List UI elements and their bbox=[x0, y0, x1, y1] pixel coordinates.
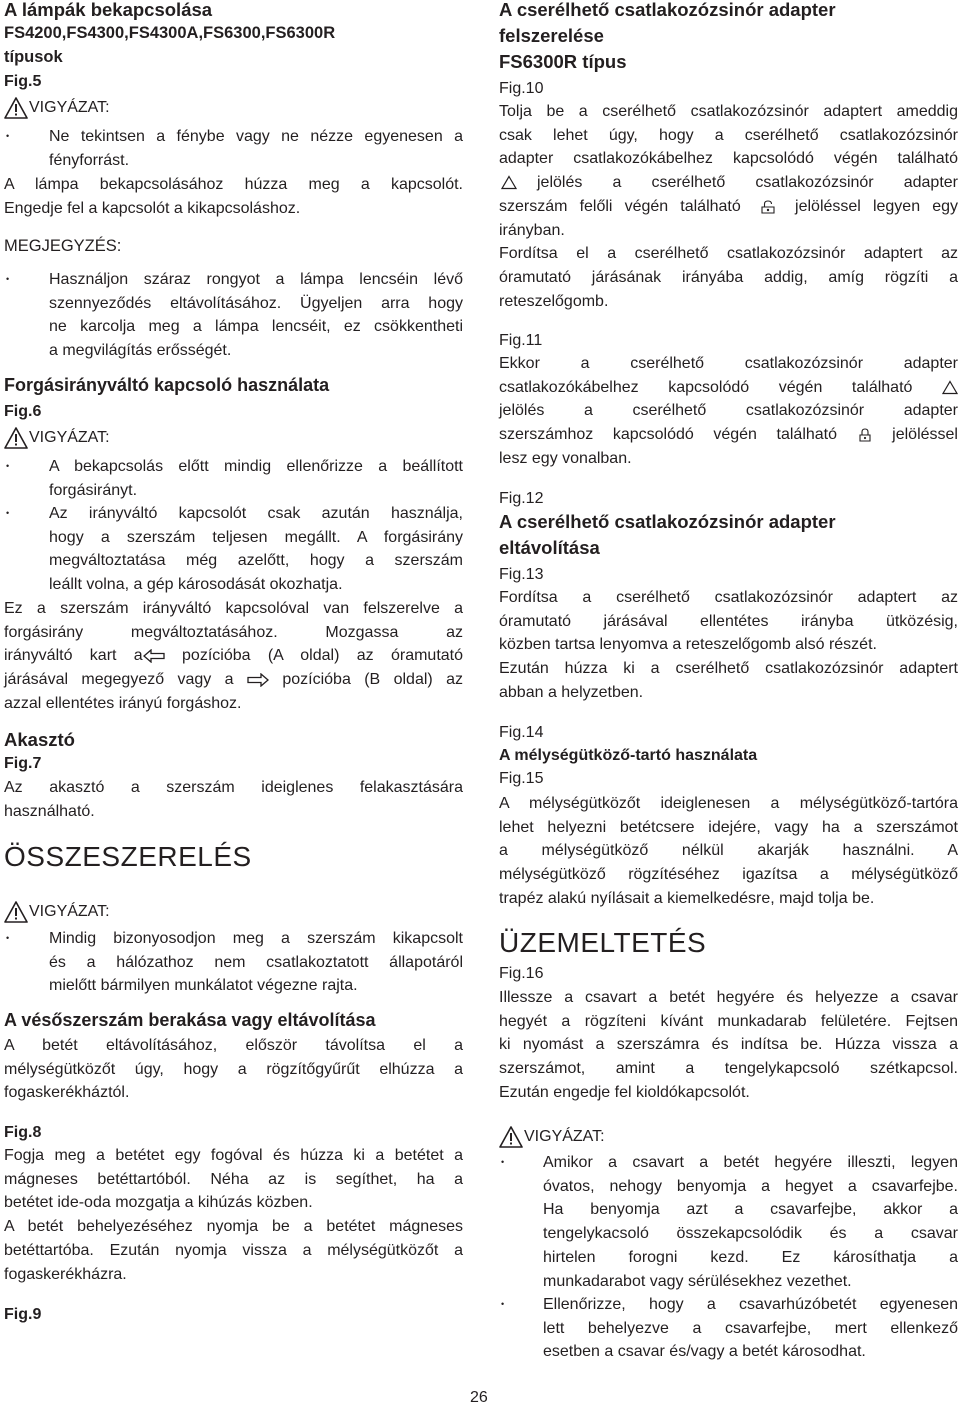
arrow-left-icon bbox=[143, 649, 165, 663]
fig14-label: Fig.14 bbox=[499, 724, 544, 741]
paragraph bbox=[4, 1144, 463, 1286]
text-line: Ezután húzza ki a cserélhető csatlakozózsinór adaptert bbox=[499, 660, 958, 678]
text-line: mélységütköző rögzítéséhez igazítsa a mélységütköző bbox=[499, 866, 958, 884]
fig9-label: Fig.9 bbox=[4, 1306, 42, 1323]
text-line bbox=[4, 644, 463, 668]
text-line: azzal ellentétes irányú forgáshoz. bbox=[4, 694, 242, 712]
triangle-mark-icon bbox=[501, 175, 517, 190]
heading-adapter-install bbox=[499, 0, 958, 75]
heading-reverse-switch: Forgásirányváltó kapcsoló használata bbox=[4, 375, 330, 395]
text-line: Ezután engedje fel kioldókapcsolót. bbox=[499, 1083, 750, 1101]
bullet-item bbox=[4, 268, 463, 363]
text-line: mielőtt bármilyen munkálatot végezne rajta. bbox=[49, 977, 358, 995]
text-line: szennyeződés eltávolításához. Ügyeljen arra hogy bbox=[49, 294, 463, 312]
text-line bbox=[499, 195, 958, 219]
text-span: jelölés a cserélhető csatlakozózsinór adapter bbox=[537, 174, 958, 192]
text-line: megváltoztatása még azelőtt, hogy a szerszám bbox=[49, 552, 463, 570]
heading-lamps: A lámpák bekapcsolása bbox=[4, 0, 213, 20]
note-heading: MEGJEGYZÉS: bbox=[4, 237, 122, 255]
text-span: jelöléssel legyen egy bbox=[795, 197, 959, 215]
text-line: betétet ide-oda mozgatja a kihúzás közben. bbox=[4, 1194, 313, 1212]
text-line: és a hálózathoz nem csatlakoztatott állapotáról bbox=[49, 953, 463, 971]
text-line: adapter csatlakozókábelhez kapcsolódó végén található bbox=[499, 150, 958, 168]
text-span: pozícióba (A oldal) az óramutató bbox=[182, 647, 464, 665]
text-span: járásával megegyező vagy a bbox=[4, 671, 234, 689]
text-line: A mélységütközőt ideiglenesen a mélységütköző-tartóra bbox=[499, 795, 958, 812]
page-number: 26 bbox=[470, 1389, 488, 1406]
heading-depth-holder: A mélységütköző-tartó használata bbox=[499, 747, 758, 764]
text-line bbox=[499, 423, 958, 447]
text-span: pozícióba (B oldal) az bbox=[282, 671, 464, 689]
text-line: csak lehet úgy, hogy a cserélhető csatlakozózsinór bbox=[499, 126, 958, 144]
text-line: A bekapcsolás előtt mindig ellenőrizze a beállított bbox=[49, 458, 463, 475]
bullet-item bbox=[4, 125, 463, 172]
fig5-label: Fig.5 bbox=[4, 73, 42, 90]
paragraph bbox=[499, 792, 958, 911]
text-line: Fordítsa a cserélhető csatlakozózsinór adaptert az bbox=[499, 589, 958, 606]
text-line: használható. bbox=[4, 802, 95, 820]
text-line: Mindig bizonyosodjon meg a szerszám kikapcsolt bbox=[49, 930, 463, 947]
fig11-label: Fig.11 bbox=[499, 332, 543, 349]
text-line: ki nyomást a szerszámra és indítsa be. Húzza vissza a bbox=[499, 1036, 958, 1054]
heading-hook: Akasztó bbox=[4, 729, 75, 750]
text-line bbox=[4, 668, 463, 692]
triangle-mark-icon bbox=[942, 380, 958, 395]
text-line: A lámpa bekapcsolásához húzza meg a kapcsolót. bbox=[4, 176, 463, 193]
text-span: csatlakozókábelhez kapcsolódó végén található bbox=[499, 378, 913, 396]
heading-line: A cserélhető csatlakozózsinór adapter bbox=[499, 0, 836, 20]
heading-line: felszerelése bbox=[499, 25, 604, 46]
warning-heading bbox=[4, 900, 463, 924]
text-line: Az akasztó a szerszám ideiglenes felakasztására bbox=[4, 779, 463, 796]
bullet-dot: • bbox=[501, 1299, 505, 1309]
text-line: szerszámot, amint a tengelykapcsoló szétkapcsol. bbox=[499, 1060, 958, 1078]
bullet-dot: • bbox=[6, 131, 10, 141]
warning-triangle-icon bbox=[4, 427, 28, 449]
text-line: Amikor a csavart a betét hegyére illeszti, legyen bbox=[543, 1154, 958, 1171]
text-line: Ekkor a cserélhető csatlakozózsinór adapter bbox=[499, 355, 958, 372]
text-line: közben tartsa lenyomva a reteszelőgomb alsó részét. bbox=[499, 636, 877, 654]
text-line: fogaskerékháztól. bbox=[4, 1084, 130, 1102]
text-line: óvatos, nehogy benyomja a hegyet a csavarfejbe. bbox=[543, 1177, 958, 1195]
heading-bit-install: A vésőszerszám berakása vagy eltávolítása bbox=[4, 1010, 376, 1030]
paragraph bbox=[499, 586, 958, 705]
text-line: mélységütközőt úgy, hogy a rögzítőgyűrűt elhúzza a bbox=[4, 1060, 463, 1078]
warning-triangle-icon bbox=[499, 1126, 523, 1148]
text-line: betéttartóba. Ezután nyomja vissza a mélységütközőt a bbox=[4, 1241, 463, 1259]
text-span: szerszámhoz kapcsolódó végén található bbox=[499, 426, 838, 444]
text-line: fogaskerékházra. bbox=[4, 1265, 127, 1283]
fig10-label: Fig.10 bbox=[499, 80, 544, 97]
text-line: lehet helyezni betétcsere idejére, vagy ha a szerszámot bbox=[499, 818, 958, 836]
text-line: fényforrást. bbox=[49, 151, 130, 169]
text-line: Fordítsa el a cserélhető csatlakozózsinór adaptert az bbox=[499, 245, 958, 263]
paragraph bbox=[499, 100, 958, 313]
text-line: forgásirányt. bbox=[49, 481, 138, 499]
fig6-label: Fig.6 bbox=[4, 403, 42, 420]
text-line: ne karcolja meg a lámpa lencséit, ez csökkentheti bbox=[49, 318, 463, 336]
text-line: Engedje fel a kapcsolót a kikapcsoláshoz. bbox=[4, 199, 301, 217]
text-line: munkadarabot vagy sérülésekhez vezethet. bbox=[543, 1272, 852, 1290]
fig16-label: Fig.16 bbox=[499, 965, 544, 982]
warning-triangle-icon bbox=[4, 901, 28, 923]
warning-label: VIGYÁZAT: bbox=[29, 903, 110, 920]
text-line: Ne tekintsen a fénybe vagy ne nézze egyenesen a bbox=[49, 128, 463, 145]
text-line: A betét behelyezéséhez nyomja be a betétet mágneses bbox=[4, 1218, 463, 1236]
text-line: A betét eltávolításához, először távolítsa el a bbox=[4, 1037, 463, 1054]
bullet-item bbox=[499, 1293, 958, 1364]
fig12-label: Fig.12 bbox=[499, 490, 544, 507]
text-line: hirtelen forogni kezd. Ez károsíthatja a bbox=[543, 1248, 958, 1266]
heading-line: A cserélhető csatlakozózsinór adapter bbox=[499, 511, 836, 532]
warning-heading bbox=[4, 96, 463, 120]
text-line: abban a helyzetben. bbox=[499, 683, 644, 701]
paragraph bbox=[4, 597, 463, 716]
text-line: Tolja be a cserélhető csatlakozózsinór adaptert ameddig bbox=[499, 103, 958, 120]
paragraph bbox=[499, 986, 958, 1105]
text-line: a mélységütköző nélkül akarják használni. A bbox=[499, 842, 958, 860]
heading-types: típusok bbox=[4, 48, 63, 66]
text-line: leállt volna, a gép károsodását okozhatja. bbox=[49, 576, 343, 594]
bullet-dot: • bbox=[6, 508, 10, 518]
warning-triangle-icon bbox=[4, 97, 28, 119]
bullet-dot: • bbox=[6, 933, 10, 943]
bullet-item bbox=[499, 1151, 958, 1293]
heading-line: FS6300R típus bbox=[499, 51, 627, 72]
text-line: tengelykacsoló összekapcsolódik és a csavar bbox=[543, 1225, 958, 1243]
text-line: Ez a szerszám irányváltó kapcsolóval van felszerelve a bbox=[4, 600, 463, 617]
lock-mark-icon bbox=[857, 427, 873, 443]
text-line: óramutató járásával ellentétes irányba ütközésig, bbox=[499, 612, 958, 630]
text-line: óramutató járásának irányába addig, amíg rögzíti a bbox=[499, 268, 958, 286]
text-line: Ellenőrizze, hogy a csavarhúzóbetét egyenesen bbox=[543, 1296, 958, 1313]
bullet-dot: • bbox=[6, 274, 10, 284]
heading-line: eltávolítása bbox=[499, 537, 600, 558]
lock-mark-icon bbox=[759, 199, 777, 215]
arrow-right-icon bbox=[247, 673, 269, 687]
bullet-dot: • bbox=[501, 1157, 505, 1167]
paragraph bbox=[4, 1034, 463, 1105]
bullet-item bbox=[4, 502, 463, 597]
text-line: irányban. bbox=[499, 221, 565, 239]
text-line bbox=[499, 171, 958, 195]
text-span: irányváltó kart a bbox=[4, 647, 143, 665]
text-line: lett behelyezve a csavarfejbe, mert ellenkező bbox=[543, 1319, 958, 1337]
text-line bbox=[499, 376, 958, 400]
paragraph bbox=[4, 776, 463, 823]
warning-label: VIGYÁZAT: bbox=[524, 1128, 605, 1145]
text-line: hegyét a rögzíteni kívánt munkadarab felületére. Fejtsen bbox=[499, 1012, 958, 1030]
paragraph bbox=[499, 352, 958, 471]
text-line: Illessze a csavart a betét hegyére és helyezze a csavar bbox=[499, 989, 958, 1006]
text-line: Az irányváltó kapcsolót csak azután használja, bbox=[49, 505, 463, 522]
heading-operation: ÜZEMELTETÉS bbox=[499, 927, 707, 958]
warning-heading bbox=[4, 426, 463, 450]
fig13-label: Fig.13 bbox=[499, 566, 544, 583]
text-line: Használjon száraz rongyot a lámpa lencséin lévő bbox=[49, 271, 463, 288]
warning-label: VIGYÁZAT: bbox=[29, 429, 110, 446]
text-line: esetben a csavar és/vagy a betét károsodhat. bbox=[543, 1343, 866, 1361]
fig8-label: Fig.8 bbox=[4, 1124, 42, 1141]
warning-heading bbox=[499, 1125, 958, 1149]
text-line: trapéz alakú nyílásait a kiemelkedésre, majd tolja be. bbox=[499, 889, 875, 907]
heading-assembly: ÖSSZESZERELÉS bbox=[4, 841, 252, 872]
text-span: jelöléssel bbox=[892, 426, 958, 444]
text-line: jelölés a cserélhető csatlakozózsinór adapter bbox=[499, 402, 958, 420]
bullet-item bbox=[4, 927, 463, 998]
text-span: szerszám felőli végén található bbox=[499, 197, 741, 215]
heading-models: FS4200,FS4300,FS4300A,FS6300,FS6300R bbox=[4, 24, 336, 42]
text-line: hogy a szerszám teljesen megállt. A forgásirány bbox=[49, 528, 463, 546]
bullet-dot: • bbox=[6, 461, 10, 471]
warning-label: VIGYÁZAT: bbox=[29, 99, 110, 116]
text-line: Fogja meg a betétet egy fogóval és húzza ki a betétet a bbox=[4, 1147, 463, 1164]
text-line: forgásirány megváltoztatásához. Mozgassa az bbox=[4, 623, 463, 641]
fig15-label: Fig.15 bbox=[499, 770, 544, 787]
paragraph bbox=[4, 173, 463, 220]
heading-adapter-remove bbox=[499, 509, 958, 561]
text-line: Ha benyomja azt a csavarfejbe, akkor a bbox=[543, 1201, 958, 1219]
fig7-label: Fig.7 bbox=[4, 755, 42, 772]
bullet-item bbox=[4, 455, 463, 502]
text-line: mágneses betéttartóból. Néha az is segíthet, ha a bbox=[4, 1170, 463, 1188]
text-line: lesz egy vonalban. bbox=[499, 449, 632, 467]
text-line: a megvilágítás erősségét. bbox=[49, 342, 232, 360]
text-line: reteszelőgomb. bbox=[499, 292, 609, 310]
